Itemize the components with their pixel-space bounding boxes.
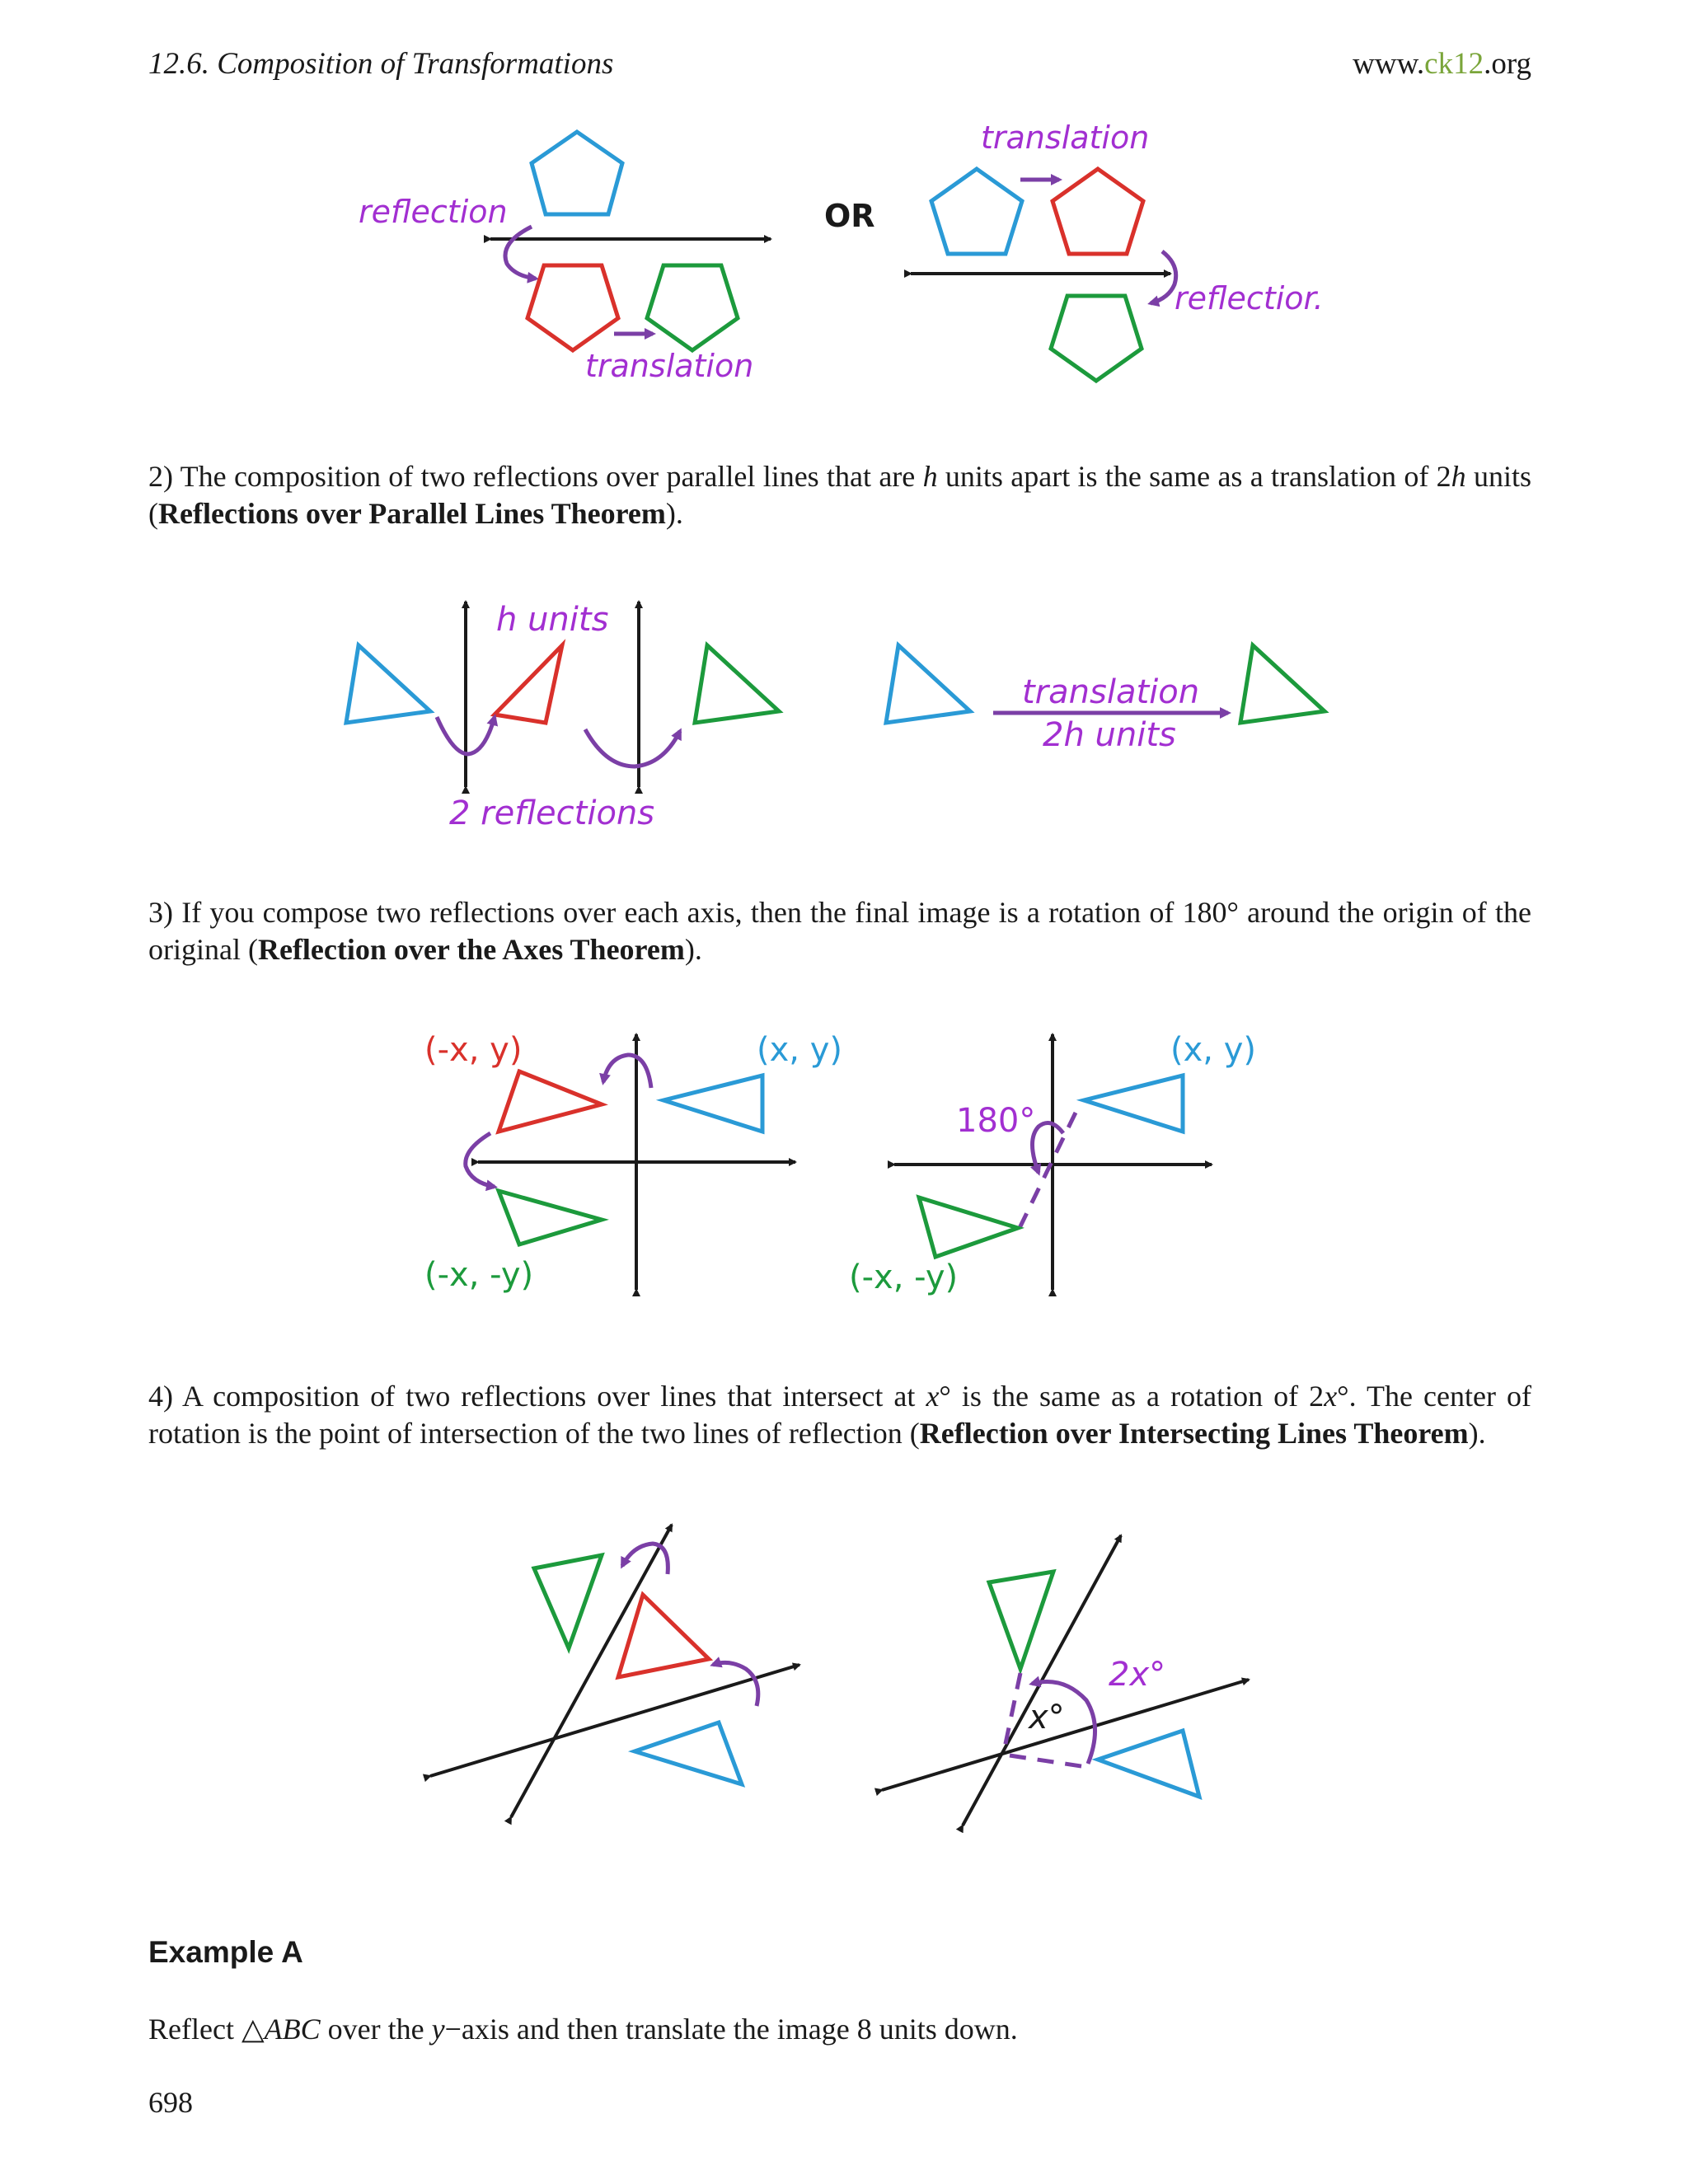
para3-text-a: 3) If you compose two reflections over each axis, then the final image is a rotation of 180° around the origin of the original ( [148, 896, 1531, 966]
reflection-arc-x-axis [466, 1133, 495, 1187]
para4-text-a: 4) A composition of two reflections over lines that intersect at [148, 1380, 926, 1413]
reflection-arc-arrow-right [1151, 251, 1176, 303]
site-brand: ck12 [1424, 47, 1484, 81]
triangle-name: ABC [264, 2013, 321, 2046]
para2-text-a: 2) The composition of two reflections over parallel lines that are [148, 460, 923, 493]
triangle-green-right [1240, 645, 1325, 723]
label-2x-degrees: 2x° [1109, 1656, 1166, 1694]
para4-text-c: °. The center of rotation is the point of intersection of the two lines of reflection ( [148, 1380, 1531, 1450]
dashed-line-lower [1010, 1755, 1092, 1768]
para3-text-b: ). [684, 933, 702, 966]
triangle-blue-right [1084, 1076, 1183, 1132]
figure-glide-reflection [346, 115, 1335, 396]
triangle-blue-left [635, 1722, 742, 1784]
triangle-green-right [989, 1572, 1053, 1669]
para2-var-h2: h [1451, 460, 1466, 493]
pentagon-green-right [1051, 296, 1142, 381]
triangle-green-q3 [499, 1191, 602, 1244]
triangle-blue-q1 [663, 1076, 762, 1132]
pentagon-red-right [1053, 169, 1143, 254]
running-header-site[interactable] [1353, 46, 1531, 82]
para4-theorem: Reflection over Intersecting Lines Theorem [919, 1417, 1469, 1450]
reflection-line-shallow-left [430, 1665, 799, 1776]
triangle-green [695, 645, 779, 723]
label-or: OR [824, 198, 875, 234]
label-translation: translation [1022, 673, 1200, 711]
figure-intersecting-lines [412, 1512, 1278, 1842]
label-x-y-right: (x, y) [1170, 1031, 1256, 1069]
label-neg-x-neg-y-left: (-x, -y) [424, 1256, 534, 1294]
figure-intersecting-lines-svg [412, 1512, 1278, 1842]
triangle-red-q2 [499, 1071, 602, 1132]
figure-parallel-reflections [338, 589, 1360, 837]
site-prefix: www. [1353, 47, 1425, 81]
label-translation-right: translation [981, 120, 1150, 156]
para2-text-b: units apart is the same as a translation of 2 [937, 460, 1451, 493]
example-text-b: over the [320, 2013, 432, 2046]
paragraph-parallel-lines [148, 458, 1531, 532]
label-h-units: h units [496, 601, 609, 639]
example-var-y: y [431, 2013, 445, 2046]
label-2h-units: 2h units [1043, 716, 1176, 754]
example-text-a: Reflect [148, 2013, 241, 2046]
triangle-red [495, 645, 562, 723]
label-x-y: (x, y) [757, 1031, 842, 1069]
label-reflection-left: reflection [359, 194, 508, 230]
label-translation-left: translation [585, 348, 754, 384]
reflection-arc-arrow [505, 227, 536, 279]
page-number: 698 [148, 2086, 193, 2119]
triangle-green-right [919, 1197, 1018, 1257]
example-text-c: −axis and then translate the image 8 units down. [444, 2013, 1018, 2046]
paragraph-intersecting-lines [148, 1378, 1531, 1452]
figure-glide-reflection-svg [346, 115, 1335, 396]
example-text [148, 2011, 1531, 2048]
figure-axes-reflections-svg [412, 1018, 1278, 1315]
para4-var-x2: x [1324, 1380, 1338, 1413]
reflection-arc-steep [622, 1544, 668, 1574]
para2-text-c: units ( [148, 460, 1532, 530]
paragraph-axes [148, 894, 1531, 968]
pentagon-green [647, 265, 738, 350]
label-neg-x-y: (-x, y) [424, 1031, 523, 1069]
label-reflection-right: reflectior. [1175, 280, 1324, 316]
label-two-reflections: 2 reflections [449, 794, 655, 832]
triangle-green-left [534, 1555, 602, 1648]
running-header-section: 12.6. Composition of Transformations [148, 47, 614, 81]
figure-axes-reflections [412, 1018, 1278, 1315]
para2-theorem: Reflections over Parallel Lines Theorem [158, 497, 666, 530]
triangle-red-left [618, 1595, 709, 1677]
para4-text-d: ). [1468, 1417, 1486, 1450]
label-x-degrees: x° [1029, 1699, 1065, 1736]
triangle-blue [346, 645, 430, 723]
pentagon-blue [532, 132, 622, 214]
pentagon-red [528, 265, 618, 350]
triangle-blue-right [1098, 1731, 1199, 1797]
triangle-symbol: △ [241, 2013, 265, 2046]
para3-theorem: Reflection over the Axes Theorem [257, 933, 685, 966]
figure-parallel-reflections-svg [338, 589, 1360, 837]
site-suffix: .org [1484, 47, 1531, 81]
example-heading: Example A [148, 1935, 303, 1969]
pentagon-blue-right [931, 169, 1022, 254]
para2-var-h: h [922, 460, 938, 493]
label-neg-x-neg-y-right: (-x, -y) [849, 1258, 959, 1296]
label-180: 180° [956, 1102, 1036, 1140]
triangle-blue-right [886, 645, 970, 723]
reflection-arc-y-axis [603, 1055, 651, 1088]
reflection-arc-2 [585, 729, 680, 766]
para4-var-x: x [926, 1380, 940, 1413]
para4-text-b: ° is the same as a rotation of 2 [939, 1380, 1325, 1413]
dashed-line-upper [1004, 1673, 1020, 1751]
para2-text-d: ). [665, 497, 683, 530]
